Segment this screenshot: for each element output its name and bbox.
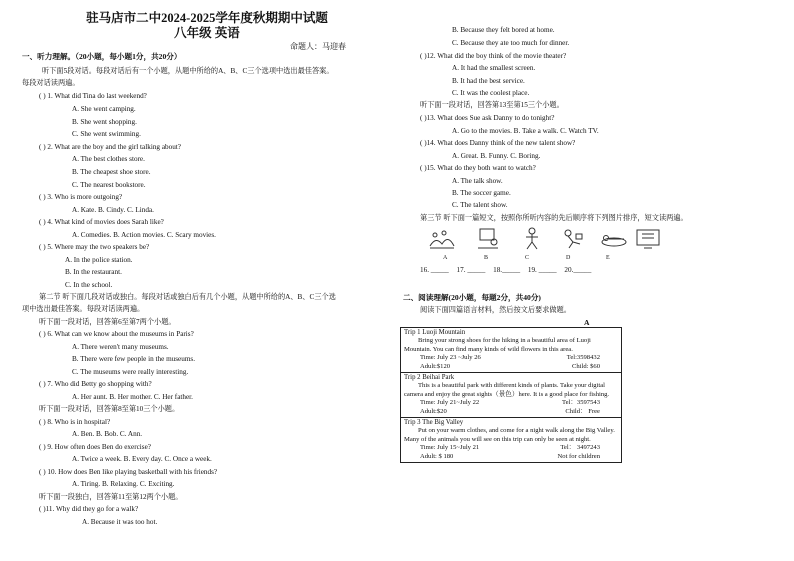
text-line: B. It had the best service. (452, 77, 525, 85)
text-line: ( ) 10. How does Ben like playing basketball with his friends? (39, 468, 218, 476)
text-line: A. Kate. B. Cindy. C. Linda. (72, 206, 154, 214)
text-line: ( ) 9. How often does Ben do exercise? (39, 443, 151, 451)
section-heading: 二、阅读理解(20小题，每题2分，共40分) (403, 293, 541, 302)
text-line: ( ) 2. What are the boy and the girl talking about? (39, 143, 181, 151)
blank-19[interactable]: 19. _____ (527, 266, 557, 274)
trip-tel: Tel：3597543 (562, 399, 600, 407)
trip-name: Trip 2 Beihai Park (404, 374, 455, 382)
pic-label-c: C (525, 255, 530, 261)
text-line: A. Twice a week. B. Every day. C. Once a week. (72, 455, 212, 463)
text-line: ( ) 7. Who did Betty go shopping with? (39, 380, 152, 388)
text-line: A. Great. B. Funny. C. Boring. (452, 152, 541, 160)
text-line: 听下面一段对话，回答第6至第7两个小题。 (39, 318, 176, 326)
text-line: C. The museums were really interesting. (72, 368, 189, 376)
tv-screen-icon (634, 226, 662, 252)
text-line: 第三节 听下面一篇短文，按照你所听内容的先后顺序将下列图片排序，短文读两遍。 (420, 214, 688, 222)
text-line: B. The cheapest shoe store. (72, 168, 151, 176)
trip-name: Trip 1 Luoji Mountain (404, 329, 466, 336)
sport-player-icon (518, 226, 546, 252)
text-line: 听下面一段独白，回答第11至第12两个小题。 (39, 493, 183, 501)
text-line: A. Go to the movies. B. Take a walk. C. Watch TV. (452, 127, 599, 135)
text-line: A. Comedies. B. Action movies. C. Scary movies. (72, 231, 216, 239)
text-line: ( ) 1. What did Tina do last weekend? (39, 92, 147, 100)
pic-label-a: A (443, 255, 448, 261)
text-line: B. The soccer game. (452, 189, 511, 197)
blank-20[interactable]: 20._____ (564, 266, 592, 274)
text-line: ( )11. Why did they go for a walk? (39, 505, 139, 513)
text-line: ( ) 8. Who is in hospital? (39, 418, 111, 426)
text-line: A. The talk show. (452, 177, 503, 185)
trip-time: Time: July 23 ~July 26 (420, 354, 481, 362)
computer-icon (474, 226, 502, 252)
text-line: 第二节 听下面几段对话或独白。每段对话或独白后有几个小题，从题中所给的A、B、C三个选 (39, 293, 336, 301)
text-line: A. Tiring. B. Relaxing. C. Exciting. (72, 480, 175, 488)
text-line: A. It had the smallest screen. (452, 64, 536, 72)
answer-blanks (420, 266, 597, 274)
trip-desc: Bring your strong shoes for the hiking in a beautiful area of Luoji Mountain. You can find many kinds of wild flowers in this area. (404, 337, 591, 353)
section-heading: A (584, 318, 590, 327)
text-line: C. Because they ate too much for dinner. (452, 39, 570, 47)
text-line: A. The best clothes store. (72, 155, 145, 163)
trip-tel: Tel:3598432 (566, 354, 600, 362)
text-line: A. She went camping. (72, 105, 136, 113)
text-line: A. Her aunt. B. Her mother. C. Her father. (72, 393, 193, 401)
text-line: 每段对话读两遍。 (22, 79, 80, 87)
trip-child-price: Child： Free (565, 407, 600, 415)
trip-adult-price: Adult: $ 180 (420, 452, 454, 460)
text-line: C. In the school. (65, 281, 113, 289)
text-line: B. There were few people in the museums. (72, 355, 196, 363)
text-line: ( ) 4. What kind of movies does Sarah like? (39, 218, 164, 226)
text-line: ( ) 3. Who is more outgoing? (39, 193, 123, 201)
text-line: ( )13. What does Sue ask Danny to do tonight? (420, 114, 555, 122)
text-line: ( )12. What did the boy think of the movie theater? (420, 52, 567, 60)
text-line: ( )15. What do they both want to watch? (420, 164, 536, 172)
blank-18[interactable]: 18._____ (493, 266, 521, 274)
picture-row (428, 226, 656, 254)
text-line: A. Because it was too hot. (82, 518, 158, 526)
pic-label-b: B (484, 255, 489, 261)
lying-person-icon (600, 226, 628, 252)
trip-name: Trip 3 The Big Valley (404, 419, 464, 427)
trip-time: Time: July 21~July 22 (420, 399, 480, 407)
text-line: 阅读下面四篇语言材料，然后按文后要求做题。 (420, 306, 571, 314)
blank-16[interactable]: 16. _____ (420, 266, 449, 274)
exam-title: 驻马店市二中2024-2025学年度秋期期中试题 (86, 11, 328, 25)
text-line: B. Because they felt bored at home. (452, 26, 555, 34)
pic-label-e: E (606, 255, 610, 261)
trip-child-price: Not for children (557, 452, 600, 460)
trip-adult-price: Adult:$120 (420, 362, 451, 370)
text-line: ( ) 5. Where may the two speakers be? (39, 243, 150, 251)
text-line: 听下面一段对话，回答第8至第10三个小题。 (39, 405, 180, 413)
text-line: A. In the police station. (65, 256, 133, 264)
trip-tel: Tel： 3497243 (560, 444, 600, 452)
text-line: C. It was the coolest place. (452, 89, 530, 97)
text-line: C. The nearest bookstore. (72, 181, 146, 189)
hiking-group-icon (428, 226, 456, 252)
exam-subtitle: 八年级 英语 (174, 26, 240, 40)
text-line: C. She went swimming. (72, 130, 141, 138)
pic-label-d: D (566, 255, 571, 261)
author-line: 命题人：马迎春 (290, 42, 346, 51)
blank-17[interactable]: 17. _____ (456, 266, 486, 274)
section-heading: 一、听力理解。（20小题，每小题1分，共20分） (22, 52, 182, 61)
text-line: A. Ben. B. Bob. C. Ann. (72, 430, 143, 438)
text-line: B. In the restaurant. (65, 268, 122, 276)
text-line: A. There weren't many museums. (72, 343, 169, 351)
trip-child-price: Child: $60 (571, 362, 600, 370)
trip-table (400, 327, 622, 463)
trip-cell (401, 328, 622, 373)
text-line: ( ) 6. What can we know about the museums in Paris? (39, 330, 194, 338)
text-line: ( )14. What does Danny think of the new talent show? (420, 139, 576, 147)
text-line: 听下面一段对话，回答第13至第15三个小题。 (420, 101, 564, 109)
text-line: 听下面5段对话。每段对话后有一个小题，从题中所给的A、B、C三个选项中选出最佳答案。 (42, 67, 334, 75)
text-line: 项中选出最佳答案。每段对话读两遍。 (22, 305, 145, 313)
text-line: B. She went shopping. (72, 118, 137, 126)
trip-cell (401, 418, 622, 463)
text-line: C. The talent show. (452, 201, 508, 209)
trip-desc: Put on your warm clothes, and come for a night walk along the Big Valley. Many of the animals you will see on this trip can only be seen at night. (404, 427, 615, 443)
trip-time: Time: July 15~July 21 (420, 444, 480, 452)
running-kid-icon (558, 226, 586, 252)
trip-cell (401, 373, 622, 418)
trip-desc: This is a beautiful park with different kinds of plants. Take your digital camera and enjoy the great sights（景色）here. It is a good place for fishing. (404, 382, 610, 398)
trip-adult-price: Adult:$20 (420, 407, 447, 415)
